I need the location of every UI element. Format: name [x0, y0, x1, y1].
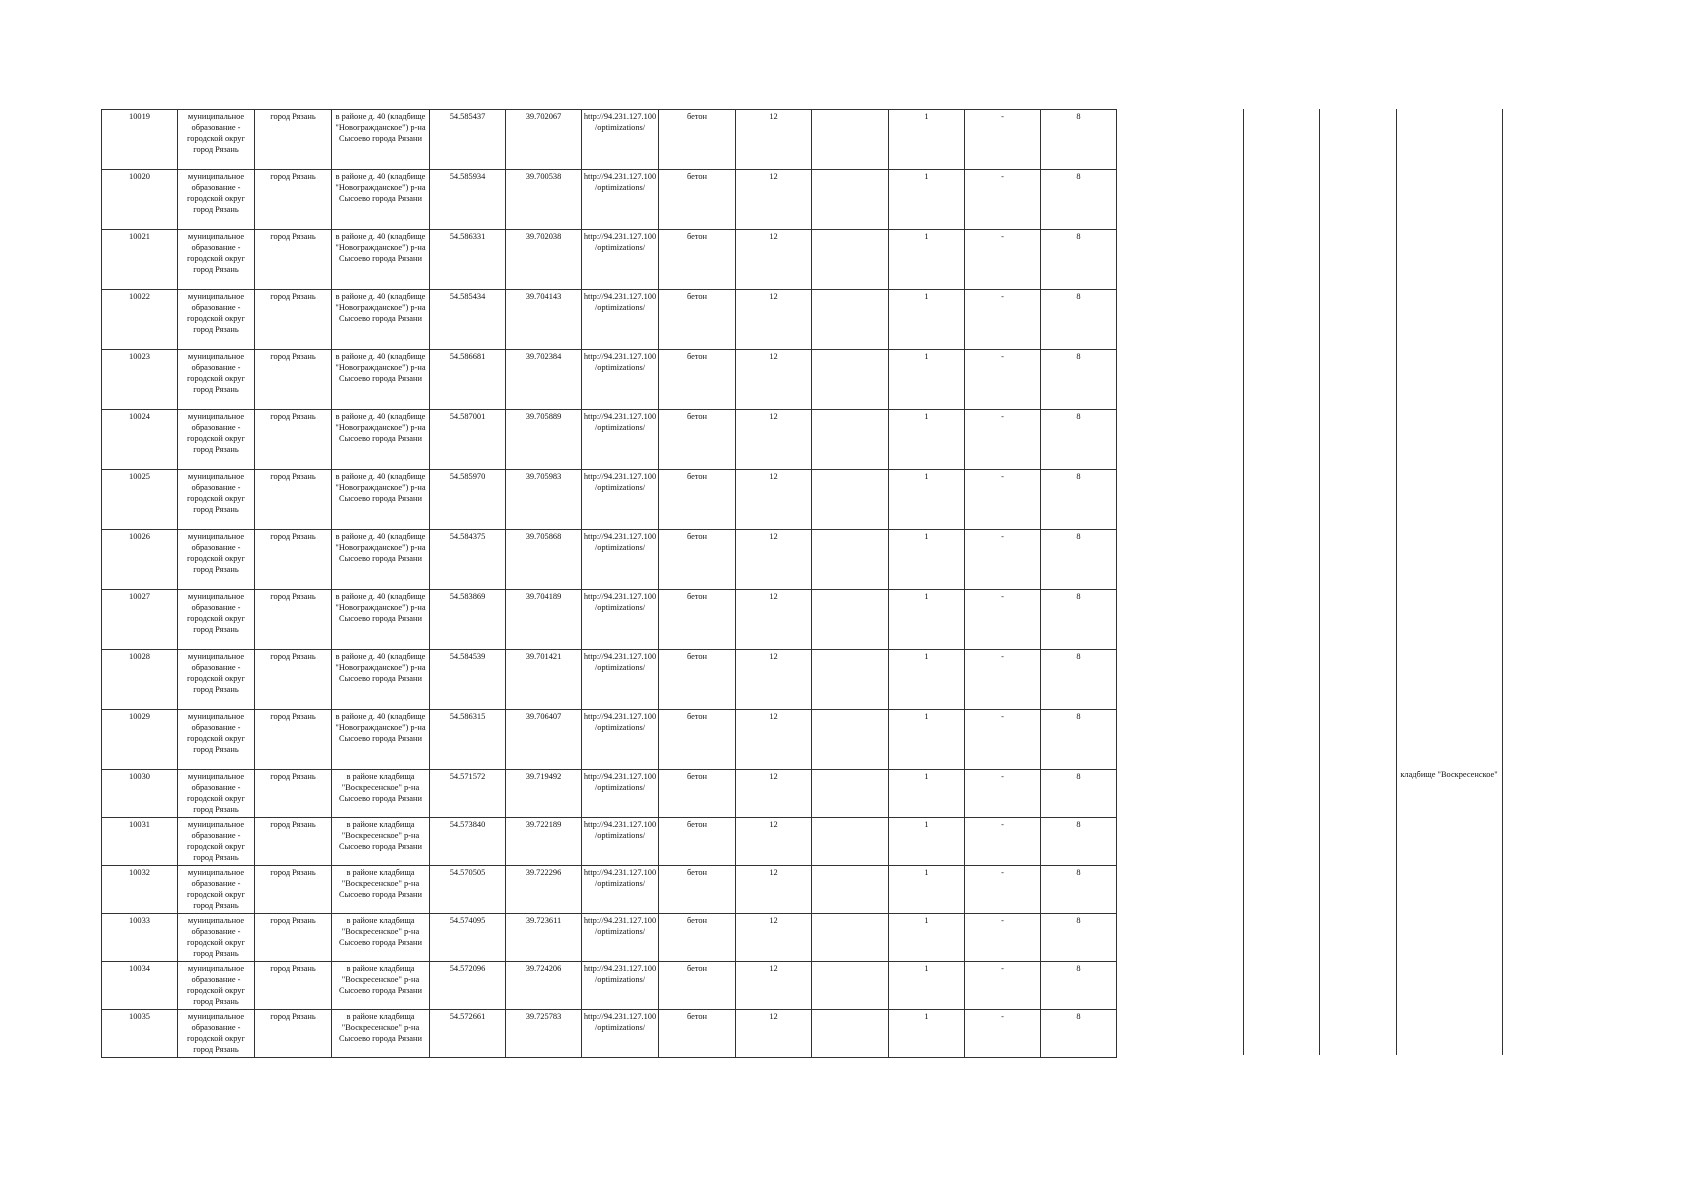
- empty-cell: [812, 290, 889, 350]
- dash-cell: -: [965, 818, 1041, 866]
- table-row: [102, 866, 1117, 914]
- link-cell: http://94.231.127.100/optimizations/: [582, 770, 659, 818]
- municipality-cell: муниципальное образование - городской округ город Рязань: [178, 170, 255, 230]
- address-cell: в районе д. 40 (кладбище "Новогражданское") р-на Сысоево города Рязани: [332, 350, 430, 410]
- city-cell: город Рязань: [255, 770, 332, 818]
- address-cell: в районе д. 40 (кладбище "Новогражданское") р-на Сысоево города Рязани: [332, 590, 430, 650]
- municipality-cell: муниципальное образование - городской округ город Рязань: [178, 866, 255, 914]
- dash-cell: -: [965, 110, 1041, 170]
- surface-cell: бетон: [659, 290, 736, 350]
- latitude-cell: 54.585934: [430, 170, 506, 230]
- latitude-cell: 54.586315: [430, 710, 506, 770]
- municipality-cell: муниципальное образование - городской округ город Рязань: [178, 770, 255, 818]
- surface-cell: бетон: [659, 818, 736, 866]
- count-cell: 1: [889, 290, 965, 350]
- table-row: [102, 470, 1117, 530]
- dash-cell: -: [965, 530, 1041, 590]
- address-cell: в районе д. 40 (кладбище "Новогражданское") р-на Сысоево города Рязани: [332, 290, 430, 350]
- longitude-cell: 39.704189: [506, 590, 582, 650]
- count-cell: 1: [889, 650, 965, 710]
- surface-cell: бетон: [659, 230, 736, 290]
- longitude-cell: 39.722296: [506, 866, 582, 914]
- row-id-cell: 10031: [102, 818, 178, 866]
- city-cell: город Рязань: [255, 866, 332, 914]
- table-row: [102, 650, 1117, 710]
- area-cell: 12: [736, 470, 812, 530]
- dash-cell: -: [965, 290, 1041, 350]
- table-row: [102, 350, 1117, 410]
- dash-cell: -: [965, 470, 1041, 530]
- empty-cell: [812, 710, 889, 770]
- municipality-cell: муниципальное образование - городской округ город Рязань: [178, 1010, 255, 1058]
- row-id-cell: 10025: [102, 470, 178, 530]
- row-id-cell: 10032: [102, 866, 178, 914]
- address-cell: в районе кладбища "Воскресенское" р-на Сысоево города Рязани: [332, 914, 430, 962]
- city-cell: город Рязань: [255, 230, 332, 290]
- table-row: [102, 230, 1117, 290]
- city-cell: город Рязань: [255, 410, 332, 470]
- registry-body: [102, 110, 1117, 1058]
- table-row: [102, 962, 1117, 1010]
- empty-cell: [812, 650, 889, 710]
- row-id-cell: 10019: [102, 110, 178, 170]
- longitude-cell: 39.701421: [506, 650, 582, 710]
- table-row: [102, 914, 1117, 962]
- latitude-cell: 54.586331: [430, 230, 506, 290]
- municipality-cell: муниципальное образование - городской округ город Рязань: [178, 110, 255, 170]
- address-cell: в районе д. 40 (кладбище "Новогражданское") р-на Сысоево города Рязани: [332, 530, 430, 590]
- row-id-cell: 10020: [102, 170, 178, 230]
- capacity-cell: 8: [1041, 350, 1117, 410]
- latitude-cell: 54.585970: [430, 470, 506, 530]
- surface-cell: бетон: [659, 470, 736, 530]
- capacity-cell: 8: [1041, 818, 1117, 866]
- area-cell: 12: [736, 170, 812, 230]
- city-cell: город Рязань: [255, 914, 332, 962]
- empty-cell: [812, 410, 889, 470]
- municipality-cell: муниципальное образование - городской округ город Рязань: [178, 230, 255, 290]
- count-cell: 1: [889, 962, 965, 1010]
- dash-cell: -: [965, 866, 1041, 914]
- capacity-cell: 8: [1041, 962, 1117, 1010]
- capacity-cell: 8: [1041, 1010, 1117, 1058]
- area-cell: 12: [736, 914, 812, 962]
- longitude-cell: 39.705868: [506, 530, 582, 590]
- surface-cell: бетон: [659, 350, 736, 410]
- city-cell: город Рязань: [255, 110, 332, 170]
- count-cell: 1: [889, 470, 965, 530]
- latitude-cell: 54.572096: [430, 962, 506, 1010]
- area-cell: 12: [736, 410, 812, 470]
- dash-cell: -: [965, 170, 1041, 230]
- municipality-cell: муниципальное образование - городской округ город Рязань: [178, 914, 255, 962]
- longitude-cell: 39.705983: [506, 470, 582, 530]
- dash-cell: -: [965, 1010, 1041, 1058]
- capacity-cell: 8: [1041, 170, 1117, 230]
- capacity-cell: 8: [1041, 650, 1117, 710]
- longitude-cell: 39.706407: [506, 710, 582, 770]
- municipality-cell: муниципальное образование - городской округ город Рязань: [178, 818, 255, 866]
- row-id-cell: 10021: [102, 230, 178, 290]
- row-id-cell: 10026: [102, 530, 178, 590]
- address-cell: в районе д. 40 (кладбище "Новогражданское") р-на Сысоево города Рязани: [332, 170, 430, 230]
- empty-cell: [812, 530, 889, 590]
- address-cell: в районе кладбища "Воскресенское" р-на Сысоево города Рязани: [332, 770, 430, 818]
- dash-cell: -: [965, 350, 1041, 410]
- city-cell: город Рязань: [255, 650, 332, 710]
- count-cell: 1: [889, 530, 965, 590]
- count-cell: 1: [889, 590, 965, 650]
- link-cell: http://94.231.127.100/optimizations/: [582, 410, 659, 470]
- count-cell: 1: [889, 350, 965, 410]
- count-cell: 1: [889, 914, 965, 962]
- link-cell: http://94.231.127.100/optimizations/: [582, 590, 659, 650]
- address-cell: в районе д. 40 (кладбище "Новогражданское") р-на Сысоево города Рязани: [332, 470, 430, 530]
- longitude-cell: 39.702067: [506, 110, 582, 170]
- capacity-cell: 8: [1041, 914, 1117, 962]
- address-cell: в районе д. 40 (кладбище "Новогражданское") р-на Сысоево города Рязани: [332, 410, 430, 470]
- longitude-cell: 39.724206: [506, 962, 582, 1010]
- area-cell: 12: [736, 290, 812, 350]
- dash-cell: -: [965, 410, 1041, 470]
- count-cell: 1: [889, 1010, 965, 1058]
- area-cell: 12: [736, 818, 812, 866]
- area-cell: 12: [736, 590, 812, 650]
- city-cell: город Рязань: [255, 962, 332, 1010]
- row-id-cell: 10034: [102, 962, 178, 1010]
- surface-cell: бетон: [659, 770, 736, 818]
- capacity-cell: 8: [1041, 866, 1117, 914]
- empty-cell: [812, 230, 889, 290]
- table-row: [102, 818, 1117, 866]
- side-note: кладбище "Воскресенское": [1400, 770, 1498, 779]
- dash-cell: -: [965, 650, 1041, 710]
- surface-cell: бетон: [659, 410, 736, 470]
- city-cell: город Рязань: [255, 530, 332, 590]
- address-cell: в районе д. 40 (кладбище "Новогражданское") р-на Сысоево города Рязани: [332, 230, 430, 290]
- link-cell: http://94.231.127.100/optimizations/: [582, 962, 659, 1010]
- count-cell: 1: [889, 170, 965, 230]
- address-cell: в районе кладбища "Воскресенское" р-на Сысоево города Рязани: [332, 1010, 430, 1058]
- table-row: [102, 410, 1117, 470]
- table-row: [102, 770, 1117, 818]
- count-cell: 1: [889, 230, 965, 290]
- link-cell: http://94.231.127.100/optimizations/: [582, 866, 659, 914]
- registry-table: [101, 109, 1117, 1058]
- link-cell: http://94.231.127.100/optimizations/: [582, 470, 659, 530]
- right-column-line: [1319, 109, 1320, 1055]
- address-cell: в районе д. 40 (кладбище "Новогражданское") р-на Сысоево города Рязани: [332, 110, 430, 170]
- empty-cell: [812, 170, 889, 230]
- row-id-cell: 10024: [102, 410, 178, 470]
- link-cell: http://94.231.127.100/optimizations/: [582, 914, 659, 962]
- empty-cell: [812, 914, 889, 962]
- surface-cell: бетон: [659, 110, 736, 170]
- longitude-cell: 39.722189: [506, 818, 582, 866]
- row-id-cell: 10030: [102, 770, 178, 818]
- count-cell: 1: [889, 110, 965, 170]
- capacity-cell: 8: [1041, 470, 1117, 530]
- right-column-line: [1243, 109, 1244, 1055]
- count-cell: 1: [889, 818, 965, 866]
- area-cell: 12: [736, 110, 812, 170]
- capacity-cell: 8: [1041, 770, 1117, 818]
- latitude-cell: 54.570505: [430, 866, 506, 914]
- municipality-cell: муниципальное образование - городской округ город Рязань: [178, 962, 255, 1010]
- city-cell: город Рязань: [255, 350, 332, 410]
- empty-cell: [812, 590, 889, 650]
- row-id-cell: 10027: [102, 590, 178, 650]
- city-cell: город Рязань: [255, 818, 332, 866]
- empty-cell: [812, 770, 889, 818]
- link-cell: http://94.231.127.100/optimizations/: [582, 230, 659, 290]
- dash-cell: -: [965, 770, 1041, 818]
- surface-cell: бетон: [659, 710, 736, 770]
- surface-cell: бетон: [659, 914, 736, 962]
- municipality-cell: муниципальное образование - городской округ город Рязань: [178, 470, 255, 530]
- surface-cell: бетон: [659, 650, 736, 710]
- link-cell: http://94.231.127.100/optimizations/: [582, 530, 659, 590]
- municipality-cell: муниципальное образование - городской округ город Рязань: [178, 710, 255, 770]
- longitude-cell: 39.725783: [506, 1010, 582, 1058]
- dash-cell: -: [965, 230, 1041, 290]
- row-id-cell: 10028: [102, 650, 178, 710]
- longitude-cell: 39.705889: [506, 410, 582, 470]
- city-cell: город Рязань: [255, 1010, 332, 1058]
- latitude-cell: 54.584375: [430, 530, 506, 590]
- surface-cell: бетон: [659, 530, 736, 590]
- row-id-cell: 10029: [102, 710, 178, 770]
- address-cell: в районе кладбища "Воскресенское" р-на Сысоево города Рязани: [332, 818, 430, 866]
- municipality-cell: муниципальное образование - городской округ город Рязань: [178, 650, 255, 710]
- dash-cell: -: [965, 962, 1041, 1010]
- longitude-cell: 39.704143: [506, 290, 582, 350]
- city-cell: город Рязань: [255, 710, 332, 770]
- address-cell: в районе д. 40 (кладбище "Новогражданское") р-на Сысоево города Рязани: [332, 710, 430, 770]
- empty-cell: [812, 350, 889, 410]
- dash-cell: -: [965, 710, 1041, 770]
- count-cell: 1: [889, 770, 965, 818]
- table-row: [102, 110, 1117, 170]
- longitude-cell: 39.719492: [506, 770, 582, 818]
- dash-cell: -: [965, 914, 1041, 962]
- capacity-cell: 8: [1041, 230, 1117, 290]
- surface-cell: бетон: [659, 866, 736, 914]
- count-cell: 1: [889, 866, 965, 914]
- link-cell: http://94.231.127.100/optimizations/: [582, 110, 659, 170]
- capacity-cell: 8: [1041, 710, 1117, 770]
- area-cell: 12: [736, 530, 812, 590]
- table-row: [102, 290, 1117, 350]
- latitude-cell: 54.585434: [430, 290, 506, 350]
- city-cell: город Рязань: [255, 470, 332, 530]
- latitude-cell: 54.584539: [430, 650, 506, 710]
- area-cell: 12: [736, 770, 812, 818]
- capacity-cell: 8: [1041, 530, 1117, 590]
- dash-cell: -: [965, 590, 1041, 650]
- area-cell: 12: [736, 710, 812, 770]
- link-cell: http://94.231.127.100/optimizations/: [582, 1010, 659, 1058]
- row-id-cell: 10035: [102, 1010, 178, 1058]
- latitude-cell: 54.585437: [430, 110, 506, 170]
- table-row: [102, 530, 1117, 590]
- latitude-cell: 54.583869: [430, 590, 506, 650]
- capacity-cell: 8: [1041, 290, 1117, 350]
- empty-cell: [812, 1010, 889, 1058]
- table-row: [102, 710, 1117, 770]
- municipality-cell: муниципальное образование - городской округ город Рязань: [178, 590, 255, 650]
- longitude-cell: 39.700538: [506, 170, 582, 230]
- row-id-cell: 10033: [102, 914, 178, 962]
- surface-cell: бетон: [659, 962, 736, 1010]
- longitude-cell: 39.723611: [506, 914, 582, 962]
- surface-cell: бетон: [659, 1010, 736, 1058]
- area-cell: 12: [736, 230, 812, 290]
- latitude-cell: 54.572661: [430, 1010, 506, 1058]
- municipality-cell: муниципальное образование - городской округ город Рязань: [178, 350, 255, 410]
- table-row: [102, 1010, 1117, 1058]
- empty-cell: [812, 110, 889, 170]
- latitude-cell: 54.571572: [430, 770, 506, 818]
- city-cell: город Рязань: [255, 590, 332, 650]
- municipality-cell: муниципальное образование - городской округ город Рязань: [178, 410, 255, 470]
- municipality-cell: муниципальное образование - городской округ город Рязань: [178, 290, 255, 350]
- table-row: [102, 170, 1117, 230]
- link-cell: http://94.231.127.100/optimizations/: [582, 710, 659, 770]
- longitude-cell: 39.702038: [506, 230, 582, 290]
- longitude-cell: 39.702384: [506, 350, 582, 410]
- address-cell: в районе кладбища "Воскресенское" р-на Сысоево города Рязани: [332, 866, 430, 914]
- capacity-cell: 8: [1041, 590, 1117, 650]
- capacity-cell: 8: [1041, 410, 1117, 470]
- latitude-cell: 54.573840: [430, 818, 506, 866]
- link-cell: http://94.231.127.100/optimizations/: [582, 170, 659, 230]
- area-cell: 12: [736, 962, 812, 1010]
- count-cell: 1: [889, 710, 965, 770]
- count-cell: 1: [889, 410, 965, 470]
- surface-cell: бетон: [659, 590, 736, 650]
- surface-cell: бетон: [659, 170, 736, 230]
- city-cell: город Рязань: [255, 170, 332, 230]
- address-cell: в районе кладбища "Воскресенское" р-на Сысоево города Рязани: [332, 962, 430, 1010]
- latitude-cell: 54.574095: [430, 914, 506, 962]
- city-cell: город Рязань: [255, 290, 332, 350]
- address-cell: в районе д. 40 (кладбище "Новогражданское") р-на Сысоево города Рязани: [332, 650, 430, 710]
- table-row: [102, 590, 1117, 650]
- empty-cell: [812, 866, 889, 914]
- link-cell: http://94.231.127.100/optimizations/: [582, 818, 659, 866]
- link-cell: http://94.231.127.100/optimizations/: [582, 650, 659, 710]
- municipality-cell: муниципальное образование - городской округ город Рязань: [178, 530, 255, 590]
- empty-cell: [812, 470, 889, 530]
- row-id-cell: 10023: [102, 350, 178, 410]
- right-column-line: [1502, 109, 1503, 1055]
- area-cell: 12: [736, 1010, 812, 1058]
- empty-cell: [812, 962, 889, 1010]
- area-cell: 12: [736, 350, 812, 410]
- link-cell: http://94.231.127.100/optimizations/: [582, 290, 659, 350]
- area-cell: 12: [736, 866, 812, 914]
- latitude-cell: 54.586681: [430, 350, 506, 410]
- capacity-cell: 8: [1041, 110, 1117, 170]
- latitude-cell: 54.587001: [430, 410, 506, 470]
- right-column-line: [1396, 109, 1397, 1055]
- row-id-cell: 10022: [102, 290, 178, 350]
- area-cell: 12: [736, 650, 812, 710]
- link-cell: http://94.231.127.100/optimizations/: [582, 350, 659, 410]
- empty-cell: [812, 818, 889, 866]
